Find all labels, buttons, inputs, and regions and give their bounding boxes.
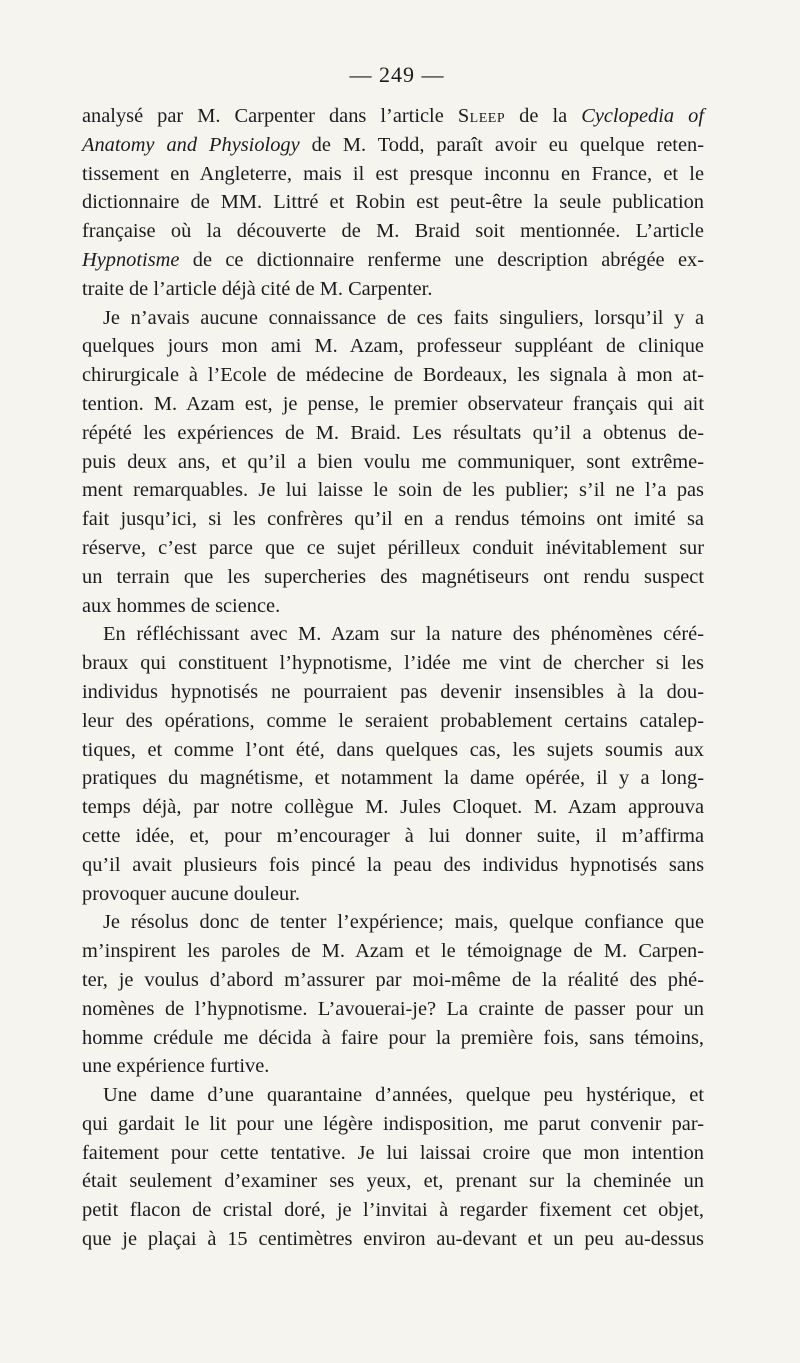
text-line bbox=[82, 188, 704, 217]
text-run: de M. Todd, paraît avoir eu quelque reten- bbox=[299, 133, 705, 156]
text-run: de ce dictionnaire renferme une description abrégée ex- bbox=[179, 248, 704, 271]
text-run: une expérience furtive. bbox=[82, 1055, 270, 1078]
paragraph bbox=[82, 620, 704, 908]
small-caps-run: Sleep bbox=[457, 105, 506, 127]
text-run: braux qui constituent l’hypnotisme, l’idée me vint de chercher si les bbox=[82, 652, 704, 675]
text-line bbox=[82, 563, 704, 592]
text-line bbox=[82, 304, 704, 333]
text-run: Je résolus donc de tenter l’expérience; mais, quelque confiance que bbox=[103, 911, 704, 934]
text-line bbox=[82, 448, 704, 477]
text-run: française où la découverte de M. Braid soit mentionnée. L’article bbox=[82, 220, 704, 243]
text-run: m’inspirent les paroles de M. Azam et le témoignage de M. Carpen- bbox=[82, 940, 704, 963]
text-line bbox=[82, 1167, 704, 1196]
text-run: petit flacon de cristal doré, je l’invitai à regarder fixement cet objet, bbox=[82, 1199, 704, 1222]
text-line bbox=[82, 275, 704, 304]
text-run: provoquer aucune douleur. bbox=[82, 882, 300, 905]
text-line bbox=[82, 1196, 704, 1225]
text-run: qu’il avait plusieurs fois pincé la peau des individus hypnotisés sans bbox=[82, 853, 704, 876]
text-line bbox=[82, 1139, 704, 1168]
text-line bbox=[82, 880, 704, 909]
text-run: Une dame d’une quarantaine d’années, quelque peu hystérique, et bbox=[103, 1084, 704, 1107]
text-line bbox=[82, 102, 704, 131]
text-line bbox=[82, 995, 704, 1024]
text-run: quelques jours mon ami M. Azam, professeur suppléant de clinique bbox=[82, 335, 704, 358]
text-run: En réfléchissant avec M. Azam sur la nature des phénomènes céré- bbox=[103, 623, 704, 646]
italic-run: Hypnotisme bbox=[82, 248, 180, 271]
text-line bbox=[82, 476, 704, 505]
text-run: tention. M. Azam est, je pense, le premier observateur français qui ait bbox=[82, 392, 704, 415]
text-line bbox=[82, 649, 704, 678]
text-run: pratiques du magnétisme, et notamment la dame opérée, il y a long- bbox=[82, 767, 704, 790]
text-run: cette idée, et, pour m’encourager à lui donner suite, il m’affirma bbox=[82, 824, 704, 847]
text-run: individus hypnotisés ne pourraient pas devenir insensibles à la dou- bbox=[82, 680, 704, 703]
text-line bbox=[82, 966, 704, 995]
text-run: analysé par M. Carpenter dans l’article bbox=[82, 105, 458, 127]
text-line bbox=[82, 793, 704, 822]
text-line bbox=[82, 1110, 704, 1139]
text-run: un terrain que les supercheries des magnétiseurs ont rendu suspect bbox=[82, 565, 704, 588]
text-line bbox=[82, 908, 704, 937]
text-line bbox=[82, 419, 704, 448]
text-line bbox=[82, 851, 704, 880]
text-line bbox=[82, 505, 704, 534]
text-line bbox=[82, 592, 704, 621]
text-line bbox=[82, 246, 704, 275]
italic-run: Anatomy and Physiology bbox=[82, 133, 300, 156]
text-body bbox=[82, 102, 704, 1254]
text-run: était seulement d’examiner ses yeux, et, prenant sur la cheminée un bbox=[82, 1170, 704, 1193]
page-number: — 249 — bbox=[349, 62, 445, 87]
text-run: temps déjà, par notre collègue M. Jules Cloquet. M. Azam approuva bbox=[82, 796, 704, 819]
text-line bbox=[82, 707, 704, 736]
paragraph bbox=[82, 304, 704, 621]
text-run: puis deux ans, et qu’il a bien voulu me communiquer, sont extrême- bbox=[82, 450, 704, 473]
text-line bbox=[82, 1052, 704, 1081]
text-run: traite de l’article déjà cité de M. Carpenter. bbox=[82, 277, 433, 300]
paragraph bbox=[82, 102, 704, 304]
paragraph bbox=[82, 1081, 704, 1254]
text-line bbox=[82, 534, 704, 563]
text-line bbox=[82, 131, 704, 160]
text-line bbox=[82, 160, 704, 189]
text-line bbox=[82, 678, 704, 707]
text-run: fait jusqu’ici, si les confrères qu’il en a rendus témoins ont imité sa bbox=[82, 508, 704, 531]
text-run: Je n’avais aucune connaissance de ces faits singuliers, lorsqu’il y a bbox=[103, 306, 704, 329]
text-line bbox=[82, 822, 704, 851]
text-line bbox=[82, 1225, 704, 1254]
text-run: tiques, et comme l’ont été, dans quelques cas, les sujets soumis aux bbox=[82, 738, 704, 761]
text-run: tissement en Angleterre, mais il est presque inconnu en France, et le bbox=[82, 162, 704, 185]
italic-run: Cyclopedia of bbox=[581, 105, 704, 127]
text-run: dictionnaire de MM. Littré et Robin est peut-être la seule publication bbox=[82, 191, 704, 214]
text-run: faitement pour cette tentative. Je lui laissai croire que mon intention bbox=[82, 1141, 704, 1164]
text-line bbox=[82, 1081, 704, 1110]
text-run: aux hommes de science. bbox=[82, 594, 281, 617]
text-run: chirurgicale à l’Ecole de médecine de Bordeaux, les signala à mon at- bbox=[82, 364, 704, 387]
text-run: ment remarquables. Je lui laisse le soin de les publier; s’il ne l’a pas bbox=[82, 479, 704, 502]
text-line bbox=[82, 736, 704, 765]
text-line bbox=[82, 361, 704, 390]
text-line bbox=[82, 764, 704, 793]
text-line bbox=[82, 332, 704, 361]
text-run: leur des opérations, comme le seraient probablement certains catalep- bbox=[82, 709, 704, 732]
text-run: de la bbox=[505, 105, 582, 127]
text-run: qui gardait le lit pour une légère indisposition, me parut convenir par- bbox=[82, 1112, 704, 1135]
text-run: répété les expériences de M. Braid. Les résultats qu’il a obtenus de- bbox=[82, 421, 704, 444]
text-line bbox=[82, 390, 704, 419]
text-run: que je plaçai à 15 centimètres environ au-devant et un peu au-dessus bbox=[82, 1228, 704, 1251]
text-run: homme crédule me décida à faire pour la première fois, sans témoins, bbox=[82, 1026, 704, 1049]
text-line bbox=[82, 217, 704, 246]
text-line bbox=[82, 937, 704, 966]
text-run: réserve, c’est parce que ce sujet périlleux conduit inévitablement sur bbox=[82, 536, 704, 559]
text-run: nomènes de l’hypnotisme. L’avouerai-je? La crainte de passer pour un bbox=[82, 997, 704, 1020]
paragraph bbox=[82, 908, 704, 1081]
text-line bbox=[82, 620, 704, 649]
text-run: ter, je voulus d’abord m’assurer par moi-même de la réalité des phé- bbox=[82, 968, 704, 991]
text-line bbox=[82, 1024, 704, 1053]
